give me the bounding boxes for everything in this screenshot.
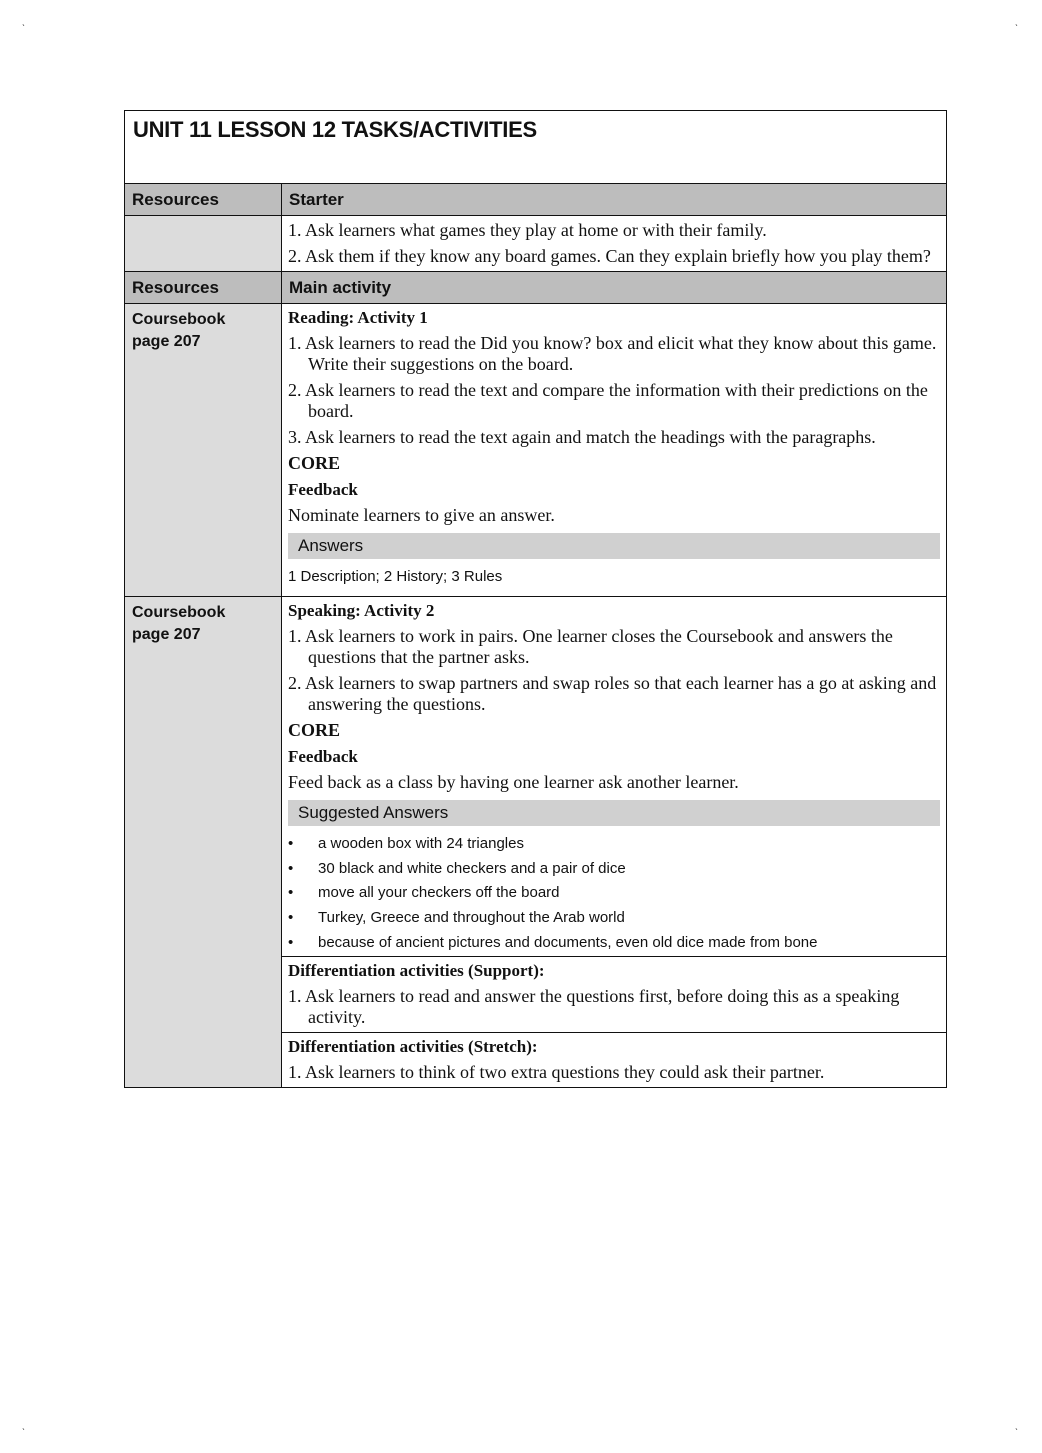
- main-section-header: Main activity: [282, 272, 947, 304]
- speaking-step: 1. Ask learners to work in pairs. One learner closes the Coursebook and answers the questions that the partner asks.: [288, 626, 893, 667]
- reading-feedback-text: Nominate learners to give an answer.: [288, 505, 555, 525]
- lesson-table: [124, 110, 947, 1088]
- main-header-row: [125, 272, 947, 304]
- reading-feedback-label: Feedback: [288, 480, 358, 499]
- resource-page: page 207: [132, 626, 201, 643]
- suggested-answer-text: Turkey, Greece and throughout the Arab world: [318, 909, 625, 927]
- starter-content: [282, 216, 947, 272]
- answers-bar: Answers: [288, 533, 940, 559]
- suggested-answer-item: [288, 933, 940, 952]
- reading-core-label: CORE: [288, 453, 341, 473]
- title-cell: [125, 111, 947, 184]
- reading-step: 3. Ask learners to read the text again and match the headings with the paragraphs.: [288, 427, 876, 447]
- stretch-title: Differentiation activities (Stretch):: [288, 1036, 538, 1056]
- starter-header-row: [125, 184, 947, 216]
- stretch-step: 1. Ask learners to think of two extra questions they could ask their partner.: [288, 1061, 825, 1082]
- support-step: 1. Ask learners to read and answer the questions first, before doing this as a speaking activity.: [288, 985, 900, 1027]
- support-title: Differentiation activities (Support):: [288, 960, 545, 980]
- reading-content: [282, 304, 947, 597]
- bullet-icon: •: [288, 835, 294, 852]
- page-title: UNIT 11 LESSON 12 TASKS/ACTIVITIES: [133, 117, 537, 142]
- support-section: [282, 956, 946, 1032]
- bullet-icon: •: [288, 933, 294, 951]
- speaking-core-label: CORE: [288, 720, 341, 740]
- reading-step: 1. Ask learners to read the Did you know? box and elicit what they know about this game. Write their suggestions on the board.: [288, 333, 937, 374]
- suggested-answer-text: 30 black and white checkers and a pair of dice: [318, 859, 626, 877]
- starter-resources-header: Resources: [125, 184, 282, 216]
- title-row: [125, 111, 947, 184]
- crop-mark-bottom-right: ˎ: [1015, 1420, 1019, 1431]
- support-steps: [288, 986, 940, 1028]
- resource-coursebook: Coursebook: [132, 604, 226, 621]
- crop-mark-top-right: ˎ: [1015, 16, 1019, 27]
- starter-step: 1. Ask learners what games they play at home or with their family.: [288, 220, 767, 240]
- suggested-answer-text: because of ancient pictures and documents, even old dice made from bone: [318, 933, 818, 951]
- speaking-steps: [288, 626, 940, 715]
- bullet-icon: •: [288, 859, 294, 877]
- stretch-section: [282, 1032, 946, 1087]
- starter-resources-cell: [125, 216, 282, 272]
- main-resources-header: Resources: [125, 272, 282, 304]
- reading-row: [125, 304, 947, 597]
- reading-step: 2. Ask learners to read the text and compare the information with their predictions on the board.: [288, 380, 928, 421]
- starter-step: 2. Ask them if they know any board games. Can they explain briefly how you play them?: [288, 246, 931, 266]
- starter-steps: [288, 220, 940, 267]
- suggested-answer-item: [288, 859, 940, 878]
- suggested-answer-item: [288, 908, 940, 927]
- speaking-cell: [282, 597, 947, 1088]
- suggested-answer-text: a wooden box with 24 triangles: [318, 835, 524, 852]
- reading-resources-cell: [125, 304, 282, 597]
- crop-mark-top-left: ˎ: [22, 16, 26, 27]
- speaking-activity-title: Speaking: Activity 2: [288, 601, 435, 620]
- bullet-icon: •: [288, 884, 294, 902]
- suggested-answer-item: [288, 834, 940, 853]
- starter-section-header: Starter: [282, 184, 947, 216]
- reading-activity-title: Reading: Activity 1: [288, 308, 428, 327]
- starter-row: [125, 216, 947, 272]
- resource-coursebook: Coursebook: [132, 311, 226, 328]
- suggested-answers-list: [288, 834, 940, 952]
- suggested-answer-text: move all your checkers off the board: [318, 884, 560, 902]
- speaking-step: 2. Ask learners to swap partners and swap roles so that each learner has a go at asking and answering the questions.: [288, 673, 937, 714]
- reading-steps: [288, 333, 940, 448]
- speaking-row: [125, 597, 947, 1088]
- stretch-steps: [288, 1062, 940, 1083]
- bullet-icon: •: [288, 909, 294, 927]
- speaking-feedback-label: Feedback: [288, 747, 358, 766]
- speaking-resources-cell: [125, 597, 282, 1088]
- suggested-answers-bar: Suggested Answers: [288, 800, 940, 826]
- speaking-content: [282, 597, 946, 956]
- answers-text: 1 Description; 2 History; 3 Rules: [288, 568, 503, 585]
- speaking-feedback-text: Feed back as a class by having one learner ask another learner.: [288, 772, 739, 792]
- suggested-answer-item: [288, 883, 940, 902]
- crop-mark-bottom-left: ˎ: [22, 1420, 26, 1431]
- resource-page: page 207: [132, 333, 201, 350]
